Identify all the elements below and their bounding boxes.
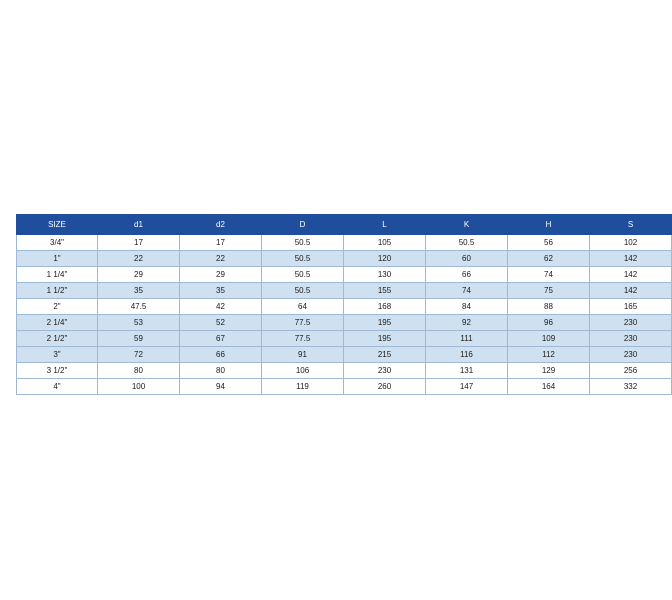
column-header-d: D (262, 215, 344, 235)
cell-d1: 35 (98, 283, 180, 299)
table-row (17, 283, 672, 299)
cell-k: 60 (426, 251, 508, 267)
cell-d2: 22 (180, 251, 262, 267)
cell-d1: 53 (98, 315, 180, 331)
cell-k: 111 (426, 331, 508, 347)
table-row (17, 299, 672, 315)
cell-d: 77.5 (262, 331, 344, 347)
cell-d2: 66 (180, 347, 262, 363)
cell-s: 230 (590, 347, 672, 363)
cell-h: 129 (508, 363, 590, 379)
table-row (17, 251, 672, 267)
table-row (17, 363, 672, 379)
cell-d1: 72 (98, 347, 180, 363)
cell-h: 75 (508, 283, 590, 299)
cell-size: 1 1/4" (17, 267, 98, 283)
cell-d: 50.5 (262, 283, 344, 299)
cell-d2: 80 (180, 363, 262, 379)
cell-s: 165 (590, 299, 672, 315)
cell-s: 230 (590, 331, 672, 347)
cell-l: 130 (344, 267, 426, 283)
cell-d: 50.5 (262, 251, 344, 267)
cell-k: 116 (426, 347, 508, 363)
spec-table (16, 214, 672, 395)
spec-table-body (17, 235, 672, 395)
spec-table-container (16, 214, 638, 395)
column-header-h: H (508, 215, 590, 235)
cell-l: 195 (344, 315, 426, 331)
table-row (17, 379, 672, 395)
cell-l: 215 (344, 347, 426, 363)
cell-d1: 22 (98, 251, 180, 267)
cell-d: 50.5 (262, 235, 344, 251)
cell-l: 195 (344, 331, 426, 347)
cell-k: 147 (426, 379, 508, 395)
cell-s: 102 (590, 235, 672, 251)
cell-k: 50.5 (426, 235, 508, 251)
cell-d2: 35 (180, 283, 262, 299)
cell-size: 1 1/2" (17, 283, 98, 299)
cell-h: 74 (508, 267, 590, 283)
cell-s: 332 (590, 379, 672, 395)
cell-h: 56 (508, 235, 590, 251)
column-header-l: L (344, 215, 426, 235)
cell-size: 1" (17, 251, 98, 267)
cell-d2: 52 (180, 315, 262, 331)
cell-l: 260 (344, 379, 426, 395)
cell-d2: 17 (180, 235, 262, 251)
column-header-size: SIZE (17, 215, 98, 235)
cell-h: 112 (508, 347, 590, 363)
cell-h: 96 (508, 315, 590, 331)
cell-d2: 67 (180, 331, 262, 347)
table-row (17, 331, 672, 347)
cell-l: 230 (344, 363, 426, 379)
cell-d1: 29 (98, 267, 180, 283)
cell-h: 62 (508, 251, 590, 267)
cell-d: 77.5 (262, 315, 344, 331)
cell-k: 92 (426, 315, 508, 331)
table-row (17, 347, 672, 363)
cell-d2: 42 (180, 299, 262, 315)
column-header-d2: d2 (180, 215, 262, 235)
cell-k: 131 (426, 363, 508, 379)
cell-d: 106 (262, 363, 344, 379)
cell-d: 64 (262, 299, 344, 315)
cell-d1: 17 (98, 235, 180, 251)
cell-s: 142 (590, 251, 672, 267)
cell-l: 105 (344, 235, 426, 251)
cell-d2: 29 (180, 267, 262, 283)
spec-table-head (17, 215, 672, 235)
cell-size: 4" (17, 379, 98, 395)
cell-s: 142 (590, 283, 672, 299)
cell-size: 2 1/2" (17, 331, 98, 347)
cell-d1: 59 (98, 331, 180, 347)
cell-size: 2" (17, 299, 98, 315)
cell-l: 168 (344, 299, 426, 315)
cell-d2: 94 (180, 379, 262, 395)
cell-h: 164 (508, 379, 590, 395)
cell-s: 142 (590, 267, 672, 283)
cell-d: 91 (262, 347, 344, 363)
column-header-d1: d1 (98, 215, 180, 235)
cell-d1: 80 (98, 363, 180, 379)
cell-h: 88 (508, 299, 590, 315)
cell-size: 3" (17, 347, 98, 363)
table-row (17, 267, 672, 283)
cell-d1: 47.5 (98, 299, 180, 315)
table-row (17, 315, 672, 331)
cell-size: 3/4" (17, 235, 98, 251)
cell-s: 230 (590, 315, 672, 331)
cell-size: 3 1/2" (17, 363, 98, 379)
table-row (17, 235, 672, 251)
column-header-s: S (590, 215, 672, 235)
cell-d: 119 (262, 379, 344, 395)
cell-k: 74 (426, 283, 508, 299)
cell-k: 84 (426, 299, 508, 315)
cell-h: 109 (508, 331, 590, 347)
cell-k: 66 (426, 267, 508, 283)
cell-size: 2 1/4" (17, 315, 98, 331)
cell-s: 256 (590, 363, 672, 379)
cell-d: 50.5 (262, 267, 344, 283)
cell-d1: 100 (98, 379, 180, 395)
cell-l: 155 (344, 283, 426, 299)
column-header-k: K (426, 215, 508, 235)
table-header-row (17, 215, 672, 235)
cell-l: 120 (344, 251, 426, 267)
